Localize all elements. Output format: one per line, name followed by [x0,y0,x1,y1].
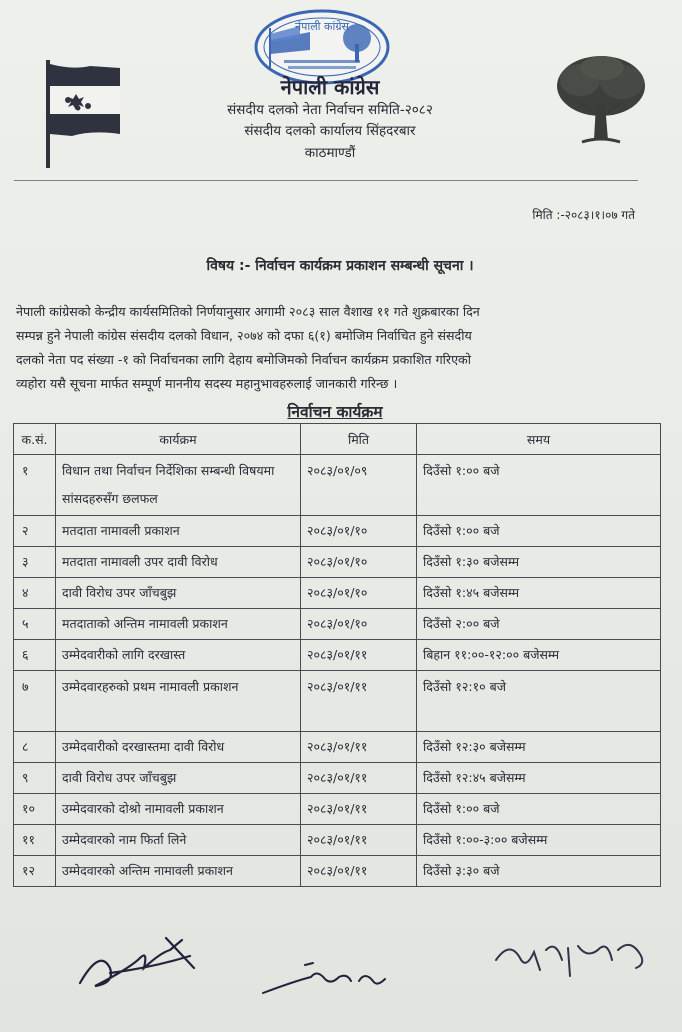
row-date: २०८३/०१/११ [301,856,417,887]
row-program: मतदाता नामावली उपर दावी विरोध [56,547,301,578]
row-program: उम्मेदवारीको दरखास्तमा दावी विरोध [56,732,301,763]
table-row [14,671,661,732]
row-time: दिउँसो ३:३० बजे [417,856,661,887]
row-program: उम्मेदवारको अन्तिम नामावली प्रकाशन [56,856,301,887]
row-program: दावी विरोध उपर जाँचबुझ [56,578,301,609]
row-time: दिउँसो २:०० बजे [417,609,661,640]
body-line: सम्पन्न हुने नेपाली कांग्रेस संसदीय दलको विधान, २०७४ को दफा ६(१) बमोजिम निर्वाचित हुने संसदीय [16,328,472,343]
row-serial: २ [14,516,56,547]
table-row [14,825,661,856]
row-time: दिउँसो १:०० बजे [417,455,661,516]
row-date: २०८३/०१/१० [301,609,417,640]
party-flag-icon [42,56,124,168]
header-date: मिति [301,424,417,455]
row-time: बिहान ११:००-१२:०० बजेसम्म [417,640,661,671]
row-time: दिउँसो १२:४५ बजेसम्म [417,763,661,794]
row-date: २०८३/०१/११ [301,732,417,763]
table-row [14,794,661,825]
tree-icon [552,52,650,152]
row-program: उम्मेदवारहरुको प्रथम नामावली प्रकाशन [56,671,301,732]
row-date: २०८३/०१/११ [301,794,417,825]
table-row [14,455,661,516]
row-date: २०८३/०१/१० [301,516,417,547]
header-program: कार्यक्रम [56,424,301,455]
notice-date: मिति :-२०८३।१।०७ गते [532,208,635,222]
table-row [14,732,661,763]
body-line: दलको नेता पद संख्या -१ को निर्वाचनका लागि देहाय बमोजिमको निर्वाचन कार्यक्रम प्रकाशित गरिएको [16,352,471,367]
table-header-row [14,424,661,455]
row-date: २०८३/०१/११ [301,640,417,671]
row-time: दिउँसो १:००-३:०० बजेसम्म [417,825,661,856]
row-date: २०८३/०१/११ [301,763,417,794]
schedule-title: निर्वाचन कार्यक्रम [287,403,383,421]
row-time: दिउँसो १:०० बजे [417,794,661,825]
row-serial: ३ [14,547,56,578]
schedule-table [13,423,661,887]
table-row [14,763,661,794]
row-program: विधान तथा निर्वाचन निर्देशिका सम्बन्धी विषयमा सांसदहरुसँग छलफल [56,455,301,516]
row-serial: ६ [14,640,56,671]
row-time: दिउँसो १:०० बजे [417,516,661,547]
table-row [14,640,661,671]
row-time: दिउँसो १२:३० बजेसम्म [417,732,661,763]
header-divider [14,180,638,181]
committee-name: संसदीय दलको नेता निर्वाचन समिति-२०८२ [227,102,433,118]
table-row [14,578,661,609]
signature-left [70,928,210,998]
body-line: व्यहोरा यसै सूचना मार्फत सम्पूर्ण माननीय सदस्य महानुभावहरुलाई जानकारी गरिन्छ । [16,376,398,391]
row-serial: ८ [14,732,56,763]
row-serial: ९ [14,763,56,794]
row-program: दावी विरोध उपर जाँचबुझ [56,763,301,794]
row-serial: ७ [14,671,56,732]
table-row [14,856,661,887]
table-row [14,609,661,640]
row-serial: १० [14,794,56,825]
row-date: २०८३/०१/०९ [301,455,417,516]
row-serial: ५ [14,609,56,640]
row-serial: ११ [14,825,56,856]
party-name: नेपाली कांग्रेस [280,75,380,99]
row-date: २०८३/०१/१० [301,547,417,578]
signature-middle [255,955,405,1005]
body-line: नेपाली कांग्रेसको केन्द्रीय कार्यसमितिको निर्णयानुसार अगामी २०८३ साल वैशाख ११ गते शुक्रबारका दिन [16,304,480,319]
logo-text: नेपाली कांग्रेस [295,20,349,33]
row-serial: ४ [14,578,56,609]
row-date: २०८३/०१/१० [301,578,417,609]
header-time: समय [417,424,661,455]
notice-subject: विषय :- निर्वाचन कार्यक्रम प्रकाशन सम्बन्धी सूचना । [206,258,474,274]
row-program: उम्मेदवारको दोश्रो नामावली प्रकाशन [56,794,301,825]
row-serial: १ [14,455,56,516]
header-serial: क.सं. [14,424,56,455]
city-name: काठमाण्डौं [304,145,356,161]
table-row [14,547,661,578]
table-row [14,516,661,547]
row-time: दिउँसो १:४५ बजेसम्म [417,578,661,609]
row-time: दिउँसो १:३० बजेसम्म [417,547,661,578]
signature-right [490,930,655,990]
row-date: २०८३/०१/११ [301,825,417,856]
office-name: संसदीय दलको कार्यालय सिंहदरबार [244,123,416,139]
row-date: २०८३/०१/११ [301,671,417,732]
row-program: मतदाताको अन्तिम नामावली प्रकाशन [56,609,301,640]
row-time: दिउँसो १२:१० बजे [417,671,661,732]
row-program: उम्मेदवारको नाम फिर्ता लिने [56,825,301,856]
row-program: मतदाता नामावली प्रकाशन [56,516,301,547]
row-serial: १२ [14,856,56,887]
row-program: उम्मेदवारीको लागि दरखास्त [56,640,301,671]
